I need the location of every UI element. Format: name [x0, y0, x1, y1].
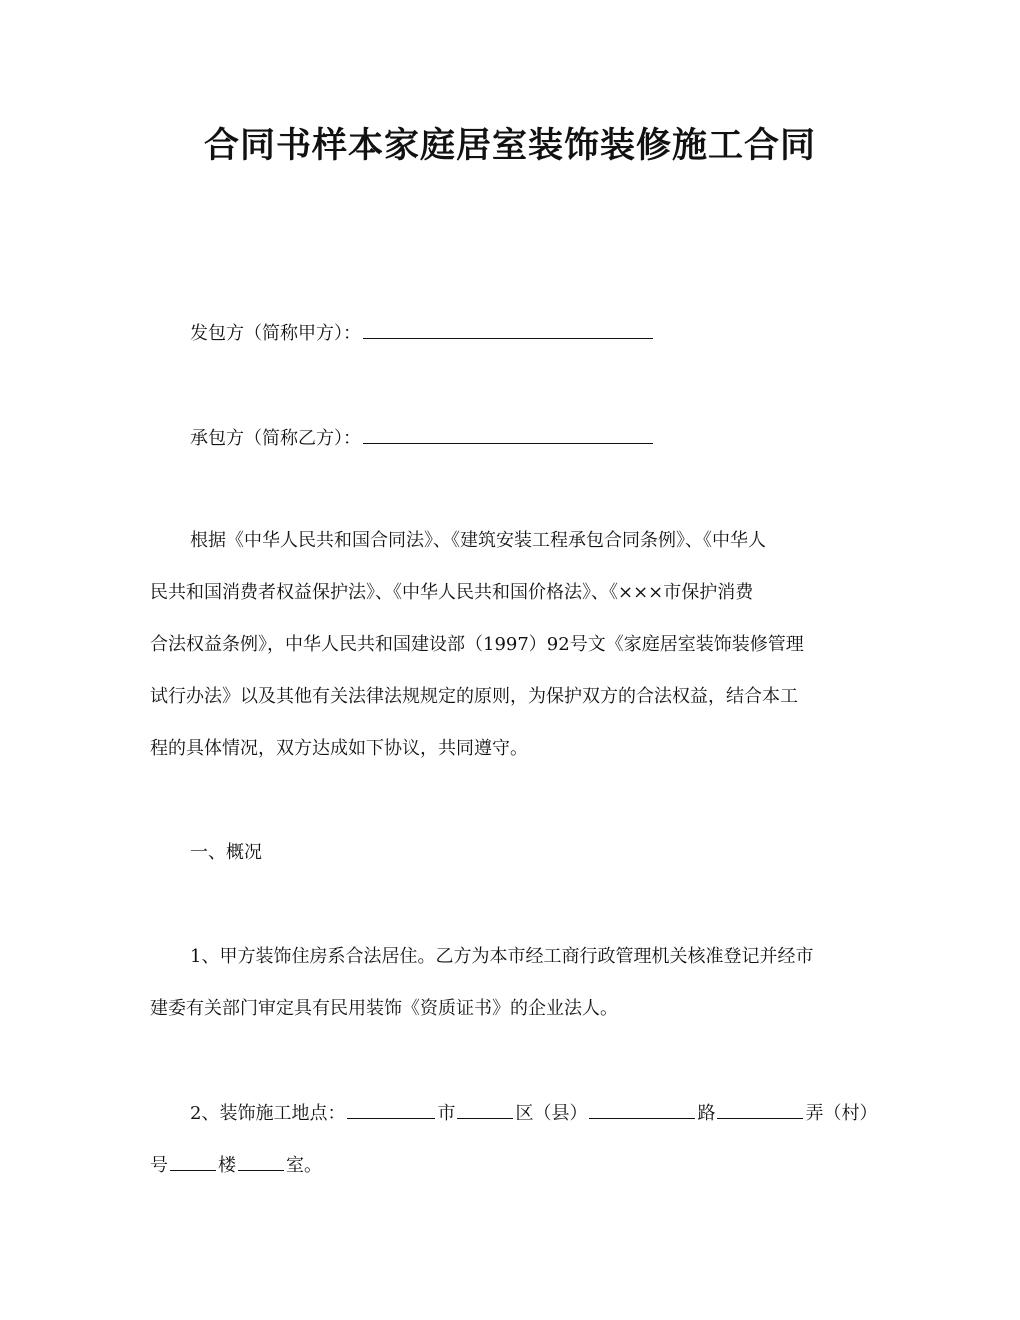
building-label: 楼 — [218, 1155, 236, 1176]
item-2-line-2 — [150, 1152, 322, 1179]
city-blank[interactable] — [347, 1100, 435, 1119]
party-a-label: 发包方（简称甲方）： — [190, 323, 361, 344]
number-label: 号 — [150, 1155, 168, 1176]
item-1-line-1: 1、甲方装饰住房系合法居住。乙方为本市经工商行政管理机关核准登记并经市 — [190, 946, 814, 967]
preamble-line-1: 根据《中华人民共和国合同法》、《建筑安装工程承包合同条例》、《中华人 — [190, 530, 766, 551]
room-blank[interactable] — [238, 1152, 284, 1171]
party-b-line — [190, 425, 655, 452]
district-blank[interactable] — [457, 1100, 513, 1119]
road-blank[interactable] — [589, 1100, 695, 1119]
section-1-heading: 一、概况 — [190, 842, 262, 863]
lane-blank[interactable] — [717, 1100, 803, 1119]
road-label: 路 — [697, 1103, 716, 1124]
item-1-line-2: 建委有关部门审定具有民用装饰《资质证书》的企业法人。 — [150, 998, 618, 1019]
preamble-line-2: 民共和国消费者权益保护法》、《中华人民共和国价格法》、《×××市保护消费 — [150, 582, 754, 603]
party-b-label: 承包方（简称乙方）： — [190, 428, 361, 449]
preamble-line-5: 程的具体情况，双方达成如下协议，共同遵守。 — [150, 738, 528, 759]
district-label: 区（县） — [515, 1103, 588, 1124]
party-a-blank[interactable] — [363, 320, 653, 339]
party-a-line — [190, 320, 655, 347]
party-b-blank[interactable] — [363, 425, 653, 444]
page-title: 合同书样本家庭居室装饰装修施工合同 — [203, 126, 816, 166]
building-blank[interactable] — [170, 1152, 216, 1171]
preamble-line-4: 试行办法》以及其他有关法律法规规定的原则，为保护双方的合法权益，结合本工 — [150, 686, 798, 707]
city-label: 市 — [437, 1103, 456, 1124]
lane-label: 弄（村） — [805, 1103, 878, 1124]
item-2-line-1 — [190, 1100, 877, 1127]
room-label: 室。 — [286, 1155, 322, 1176]
item-2-label: 2、装饰施工地点： — [190, 1103, 346, 1124]
preamble-line-3: 合法权益条例》，中华人民共和国建设部（1997）92号文《家庭居室装饰装修管理 — [150, 634, 804, 655]
